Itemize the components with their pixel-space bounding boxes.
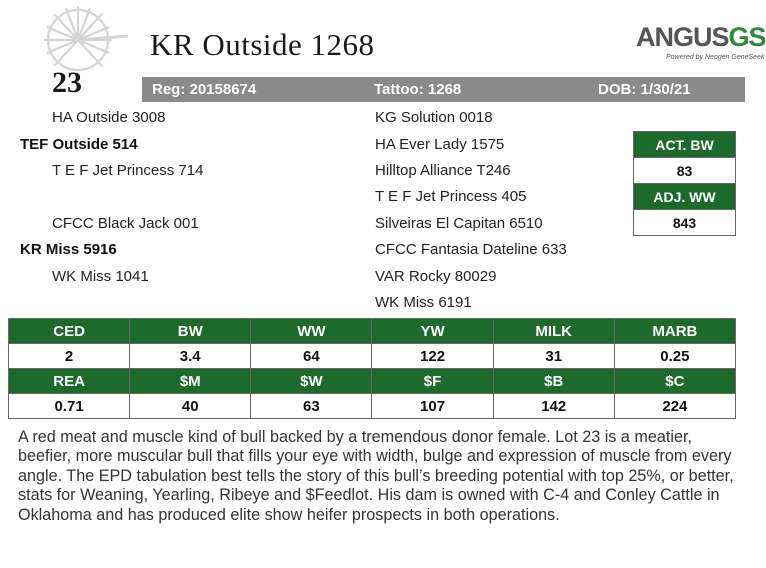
pedigree-sire-dam: T E F Jet Princess 714	[52, 162, 204, 179]
epd-header: BW	[130, 319, 251, 344]
epd-value: 64	[251, 344, 372, 369]
epd-header-row-1	[9, 319, 736, 344]
epd-header: $M	[130, 369, 251, 394]
pedigree-dam-sire: CFCC Black Jack 001	[52, 215, 199, 232]
epd-value: 2	[9, 344, 130, 369]
epd-header: $B	[493, 369, 614, 394]
epd-header-row-2	[9, 369, 736, 394]
epd-header: REA	[9, 369, 130, 394]
epd-value: 122	[372, 344, 493, 369]
pedigree-dam-dam: WK Miss 1041	[52, 268, 149, 285]
epd-header: $W	[251, 369, 372, 394]
pedigree-dam: KR Miss 5916	[20, 241, 117, 258]
epd-value: 0.71	[9, 394, 130, 419]
epd-value-row-2	[9, 394, 736, 419]
angus-gs-logo: ANGUSGS Powered by Neogen GeneSeek	[636, 22, 766, 61]
epd-value: 0.25	[614, 344, 735, 369]
pedigree-sire-sire-dam: HA Ever Lady 1575	[375, 136, 505, 153]
epd-value: 31	[493, 344, 614, 369]
epd-value-row-1	[9, 344, 736, 369]
registration-number: Reg: 20158674	[152, 81, 257, 98]
epd-header: CED	[9, 319, 130, 344]
epd-header: WW	[251, 319, 372, 344]
epd-value: 107	[372, 394, 493, 419]
pedigree-sire: TEF Outside 514	[20, 136, 138, 153]
pedigree-dam-sire-sire: Silveiras El Capitan 6510	[375, 215, 543, 232]
pedigree-sire-dam-dam: T E F Jet Princess 405	[375, 188, 527, 205]
epd-header: MARB	[614, 319, 735, 344]
tattoo: Tattoo: 1268	[374, 81, 462, 98]
adj-ww-label: ADJ. WW	[634, 184, 736, 210]
epd-header: MILK	[493, 319, 614, 344]
pedigree-sire-sire: HA Outside 3008	[52, 109, 166, 126]
epd-value: 224	[614, 394, 735, 419]
pedigree-sire-dam-sire: Hilltop Alliance T246	[375, 162, 511, 179]
act-bw-label: ACT. BW	[634, 132, 736, 158]
epd-value: 3.4	[130, 344, 251, 369]
act-bw-value: 83	[634, 158, 736, 184]
epd-value: 63	[251, 394, 372, 419]
weights-table	[633, 131, 736, 236]
bull-description: A red meat and muscle kind of bull backed by a tremendous donor female. Lot 23 is a meatier, beefier, more muscular bull that fills your eye with width, bulge and expression of muscle from every angle. The EPD tabulation best tells the story of this bull’s breeding potential with top 25%, or better, stats for Weaning, Yearling, Ribeye and $Feedlot. His dam is owned with C-4 and Conley Cattle in Oklahoma and has produced elite show heifer prospects in both operations.	[18, 428, 734, 524]
adj-ww-value: 843	[634, 210, 736, 236]
pedigree-dam-dam-sire: VAR Rocky 80029	[375, 268, 497, 285]
pedigree-dam-dam-dam: WK Miss 6191	[375, 294, 472, 311]
epd-header: $C	[614, 369, 735, 394]
date-of-birth: DOB: 1/30/21	[598, 81, 691, 98]
epd-header: YW	[372, 319, 493, 344]
epd-table	[8, 318, 736, 419]
epd-value: 40	[130, 394, 251, 419]
registration-bar	[142, 77, 745, 102]
epd-value: 142	[493, 394, 614, 419]
bull-name: KR Outside 1268	[150, 27, 375, 62]
pedigree-dam-sire-dam: CFCC Fantasia Dateline 633	[375, 241, 567, 258]
epd-header: $F	[372, 369, 493, 394]
lot-number: 23	[52, 66, 82, 99]
pedigree-sire-sire-sire: KG Solution 0018	[375, 109, 493, 126]
